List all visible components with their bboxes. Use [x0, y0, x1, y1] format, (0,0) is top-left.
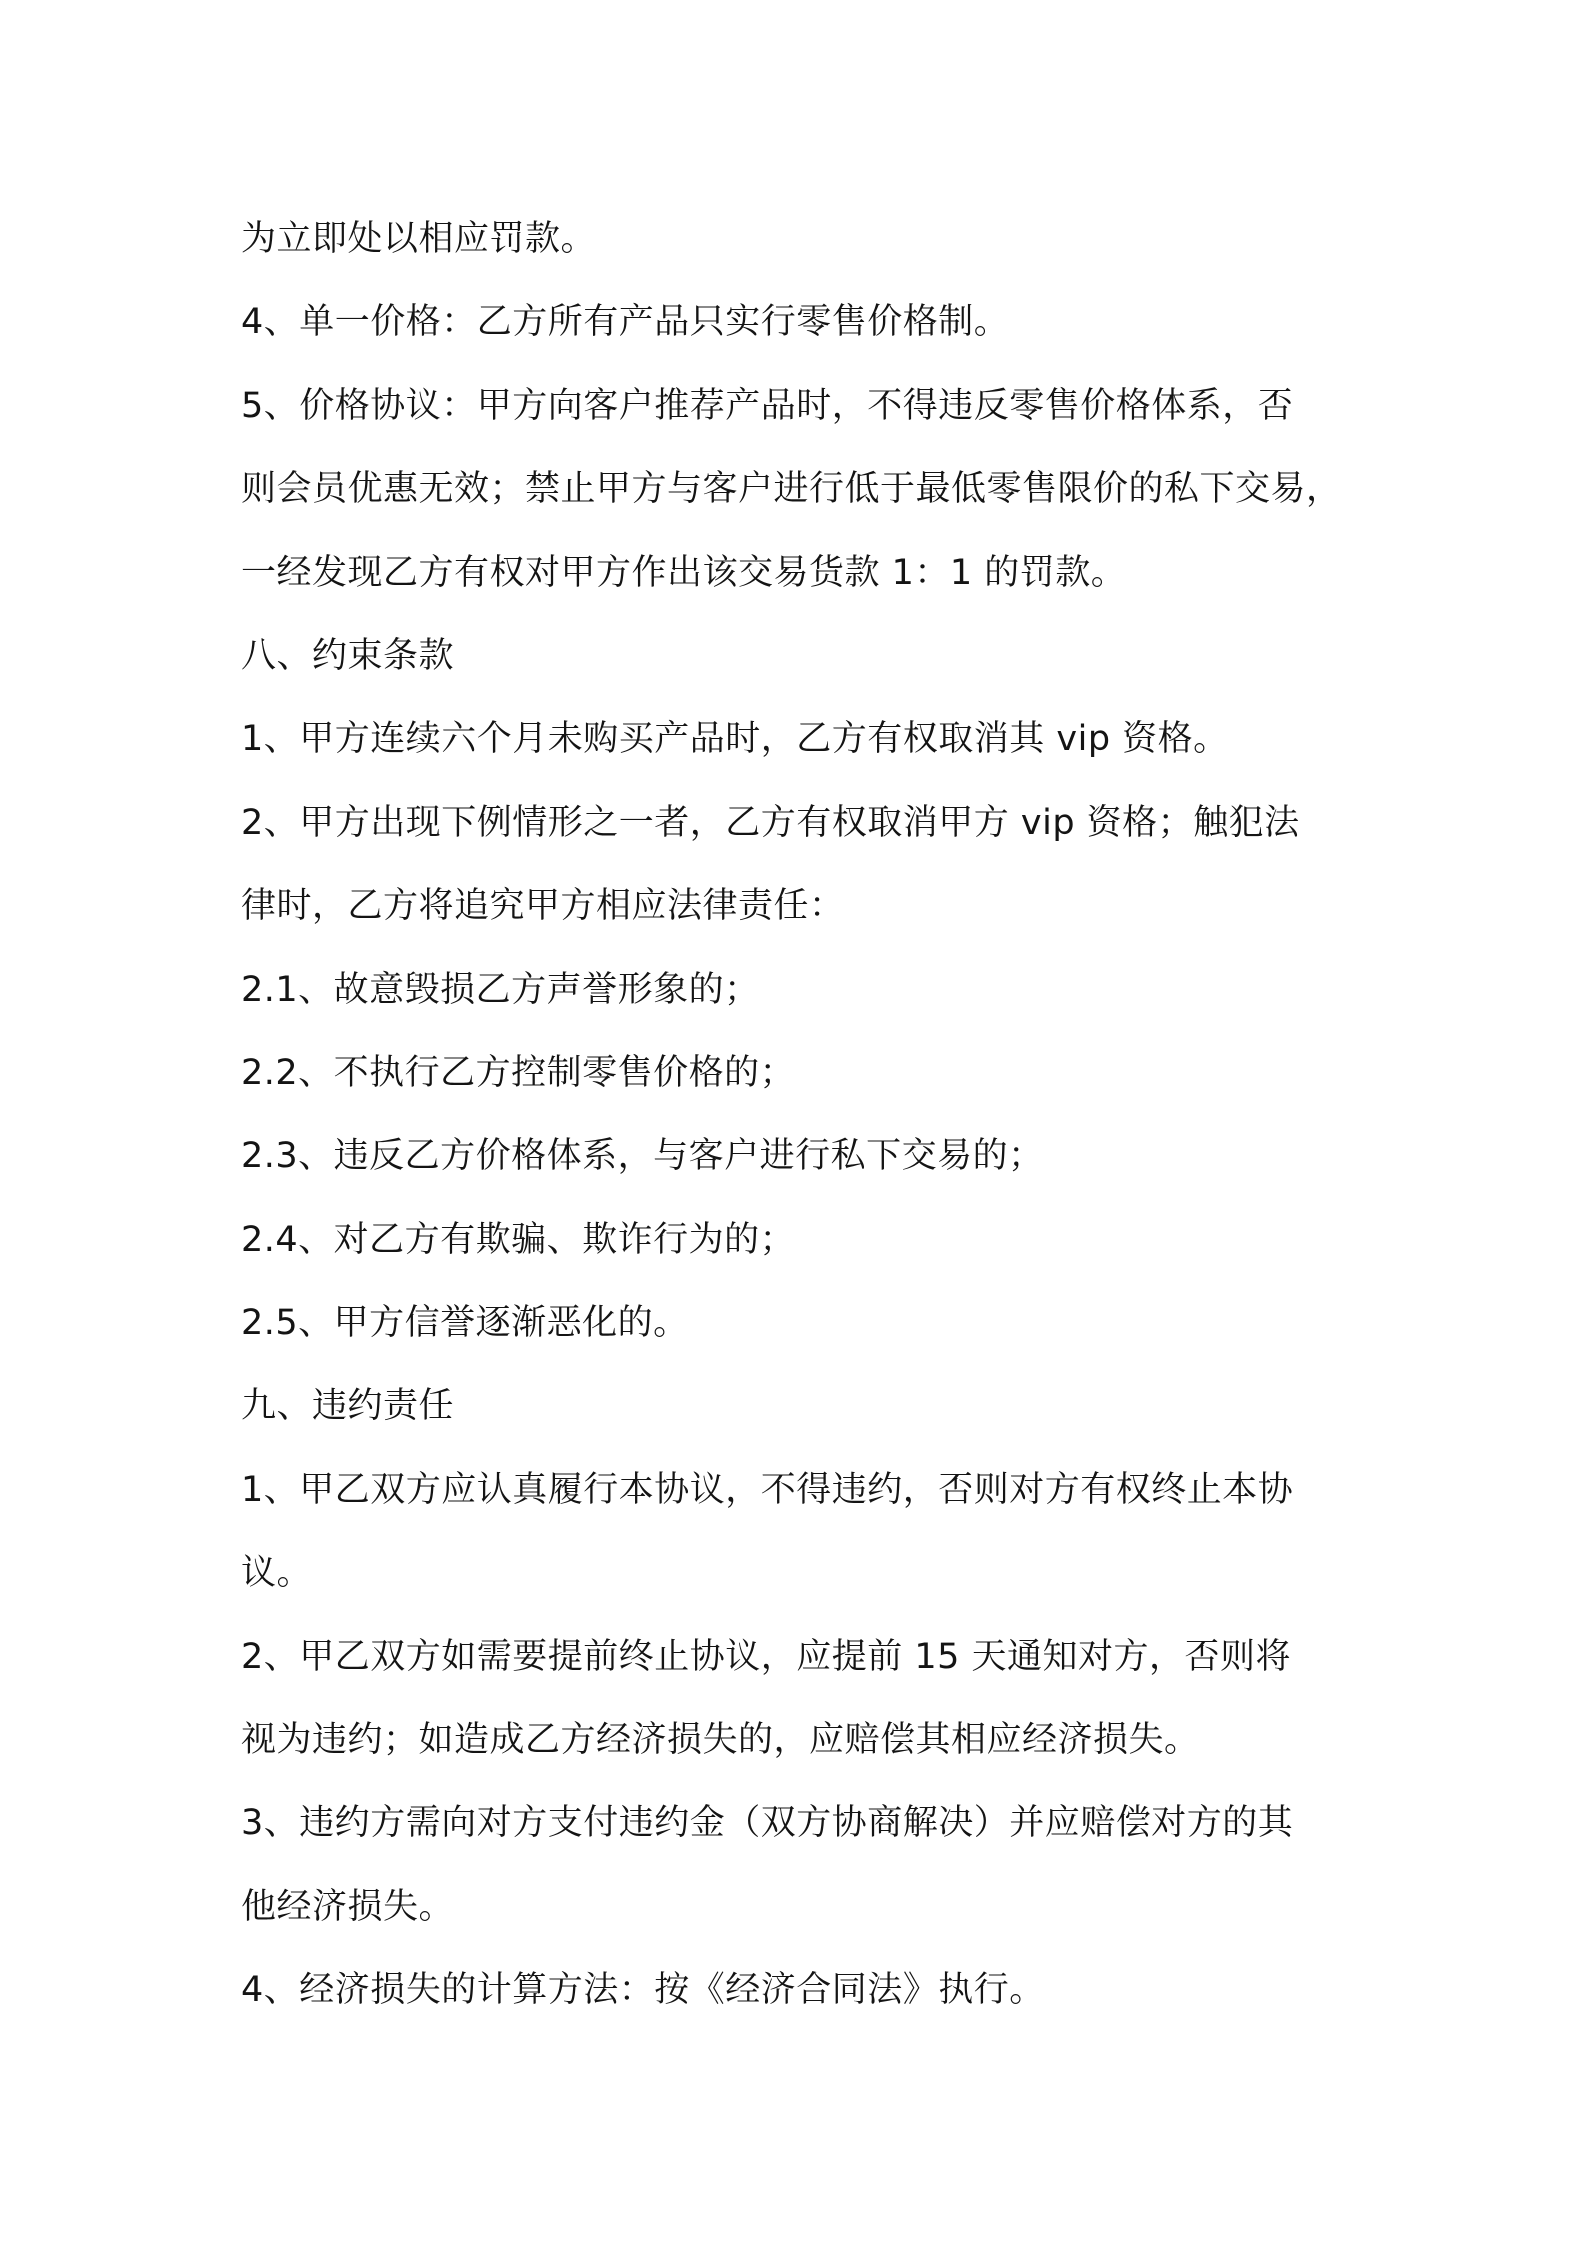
- text-line: 则会员优惠无效；禁止甲方与客户进行低于最低零售限价的私下交易，: [241, 469, 1342, 510]
- text-line: 2.2、不执行乙方控制零售价格的；: [241, 1052, 796, 1093]
- text-line: 2.1、故意毁损乙方声誉形象的；: [241, 969, 760, 1010]
- text-line: 5、价格协议：甲方向客户推荐产品时，不得违反零售价格体系，否: [241, 385, 1294, 426]
- text-line: 2.4、对乙方有欺骗、欺诈行为的；: [241, 1219, 796, 1260]
- text-line: 2.3、违反乙方价格体系，与客户进行私下交易的；: [241, 1136, 1044, 1177]
- text-line: 一经发现乙方有权对甲方作出该交易货款 1：1 的罚款。: [241, 552, 1127, 593]
- section-heading: 八、约束条款: [241, 635, 455, 676]
- text-line: 议。: [241, 1553, 313, 1594]
- text-line: 3、违约方需向对方支付违约金（双方协商解决）并应赔偿对方的其: [241, 1803, 1294, 1844]
- text-line: 2.5、甲方信誉逐渐恶化的。: [241, 1303, 689, 1344]
- section-heading: 九、违约责任: [241, 1386, 455, 1427]
- text-line: 他经济损失。: [241, 1886, 455, 1927]
- text-line: 1、甲乙双方应认真履行本协议，不得违约，否则对方有权终止本协: [241, 1469, 1294, 1510]
- text-line: 2、甲乙双方如需要提前终止协议，应提前 15 天通知对方，否则将: [241, 1636, 1292, 1677]
- document-body: [241, 198, 1401, 2033]
- text-line: 4、单一价格：乙方所有产品只实行零售价格制。: [241, 302, 1010, 343]
- text-line: 2、甲方出现下例情形之一者，乙方有权取消甲方 vip 资格；触犯法: [241, 802, 1300, 843]
- text-line: 视为违约；如造成乙方经济损失的，应赔偿其相应经济损失。: [241, 1720, 1200, 1761]
- text-line: 律时，乙方将追究甲方相应法律责任：: [241, 886, 845, 927]
- text-line: 为立即处以相应罚款。: [241, 219, 597, 259]
- text-line: 4、经济损失的计算方法：按《经济合同法》执行。: [241, 1970, 1045, 2011]
- text-line: 1、甲方连续六个月未购买产品时，乙方有权取消其 vip 资格。: [241, 719, 1229, 760]
